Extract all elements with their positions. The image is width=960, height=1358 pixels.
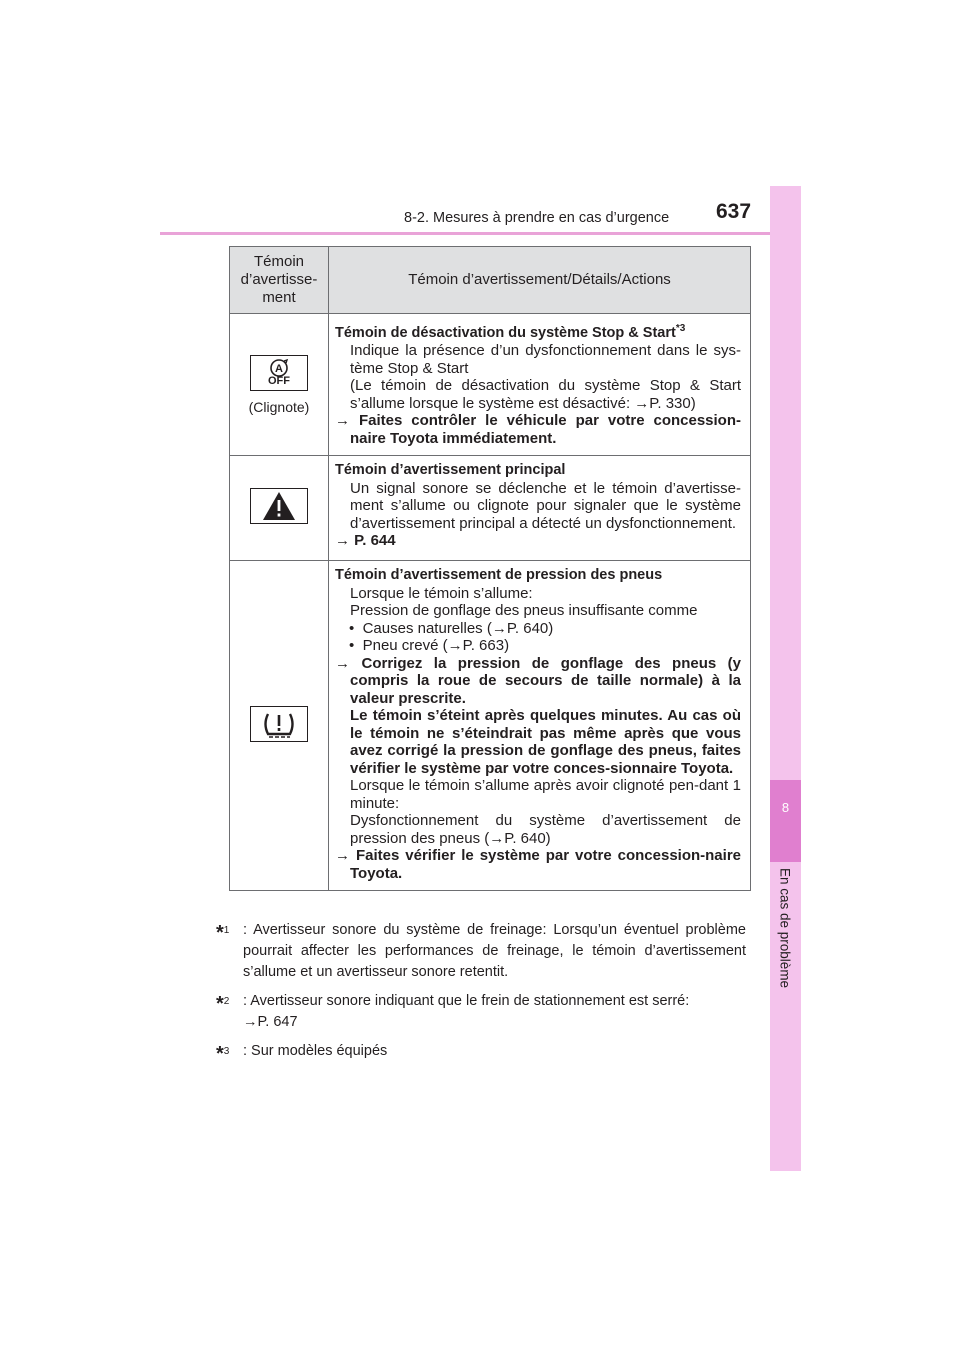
table-header-row — [230, 247, 751, 314]
icon-cell — [230, 456, 329, 561]
stop-start-off-icon — [250, 355, 308, 391]
warning-light-table — [229, 246, 751, 891]
footnotes — [216, 920, 746, 1070]
table-row — [230, 456, 751, 561]
details-cell — [329, 561, 751, 891]
detail-line: Lorsque le témoin s’allume: — [350, 584, 533, 602]
footnote-mark: *3 — [675, 323, 686, 334]
footnote: *$^1$ : Avertisseur sonore du système de freinage: Lorsqu’un éventuel problème pourrait affecter les performances de freinage, le témoin d’avertissement s’allume et un avertisseur sonore retentit. — [216, 921, 746, 980]
details-cell — [329, 314, 751, 456]
row-title: Témoin d’avertissement de pression des pneus — [335, 567, 663, 584]
icon-cell — [230, 561, 329, 891]
table-row — [230, 561, 751, 891]
chapter-tab — [770, 186, 801, 1171]
action-line: → Faites contrôler le véhicule par votre concession-naire Toyota immédiatement. — [335, 412, 741, 447]
chapter-tab-marker — [770, 780, 801, 862]
row-title: Témoin d’avertissement principal — [335, 462, 566, 479]
row-title: Témoin de désactivation du système Stop & Start$^{*3}$ — [335, 323, 686, 341]
detail-line: Indique la présence d’un dysfonctionnement dans le sys-tème Stop & Start — [350, 342, 741, 377]
header-rule — [160, 232, 800, 235]
chapter-number: 8 — [781, 800, 790, 815]
table-row — [230, 314, 751, 456]
column-header-light: Témoin d’avertisse-ment — [230, 247, 329, 314]
action-note: Le témoin s’éteint après quelques minutes. Au cas où le témoin ne s’éteindrait pas même après que vous avez corrigé la pression de gonflage des pneus, faites vérifier le système par votre conces-sionnaire Toyota. — [350, 707, 741, 777]
action-line: → P. 644 — [335, 532, 396, 550]
svg-text:A: A — [275, 362, 283, 375]
section-title: 8-2. Mesures à prendre en cas d’urgence — [404, 210, 670, 226]
icon-cell — [230, 314, 329, 456]
detail-line: Lorsque le témoin s’allume après avoir clignoté pen-dant 1 minute: — [350, 777, 741, 812]
column-header-details: Témoin d’avertissement/Détails/Actions — [329, 247, 751, 314]
action-line: → Corrigez la pression de gonflage des pneus (y compris la roue de secours de taille normale) à la valeur prescrite. — [335, 654, 742, 707]
detail-line: Un signal sonore se déclenche et le témoin d’avertisse-ment s’allume ou clignote pour signaler que le système d’avertissement principal a détecté un dysfonctionnement. — [350, 479, 741, 532]
footnote-ref: →P. 647 — [243, 1014, 298, 1030]
detail-line: (Le témoin de désactivation du système Stop & Start s’allume lorsque le système est désactivé: →P. 330) — [350, 377, 741, 412]
icon-caption: (Clignote) — [248, 398, 310, 415]
footnote: *$^3$ : Sur modèles équipés — [216, 1042, 388, 1065]
detail-line: Dysfonctionnement du système d’avertissement de pression des pneus (→P. 640) — [350, 812, 741, 847]
action-line: → Faites vérifier le système par votre concession-naire Toyota. — [335, 847, 741, 882]
bullet-item: • Pneu crevé (→P. 663) — [349, 637, 510, 655]
footnote: *$^2$ : Avertisseur sonore indiquant que le frein de stationnement est serré: →P. 647 — [216, 992, 690, 1030]
details-cell — [329, 456, 751, 561]
page-number: 637 — [716, 200, 752, 223]
bullet-item: • Causes naturelles (→P. 640) — [349, 619, 554, 637]
icon-off-text: OFF — [268, 374, 290, 387]
detail-line: Pression de gonflage des pneus insuffisante comme — [350, 602, 698, 620]
chapter-label: En cas de problème — [777, 868, 793, 989]
master-warning-icon — [250, 488, 308, 524]
tire-pressure-warning-icon — [250, 706, 308, 742]
